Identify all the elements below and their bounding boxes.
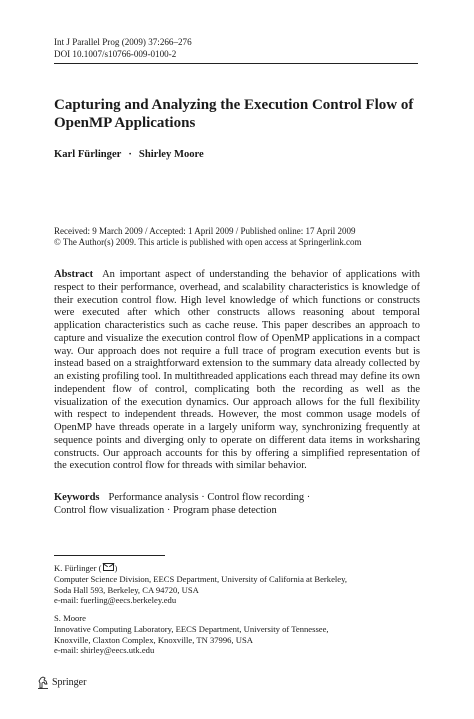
header-rule [54,63,418,64]
footnote-rule [54,555,165,556]
publisher-logo [37,676,86,689]
affiliation-moore [54,613,424,656]
journal-citation: Int J Parallel Prog (2009) 37:266–276 [54,37,192,47]
affiliation-address-1: Computer Science Division, EECS Department, University of California at Berkeley, [54,573,347,584]
affiliation-name-line [54,563,424,574]
author-name: Karl Fürlinger [54,149,122,160]
affiliation-name-close: ) [114,563,118,573]
abstract-text: An important aspect of understanding the behavior of applications with respect to their performance, overhead, and scalability characteristics is knowledge of their execution control flow. High level knowledge of which functions or constructs were executed after which other constructs allows reasoning about temporal application characteristics such as cache reuse. This paper describes an approach to capture and visualize the execution control flow of OpenMP applications in a compact way. Our approach does not require a full trace of program execution events but is instead based on a straightforward extension to the summary data already collected by an existing profiling tool. In multithreaded applications each thread may define its own independent flow of control, complicating both the recording as well as the visualization of the execution dynamics. Our approach allows for the full flexibility with respect to independent threads. However, the most common usage models of OpenMP have threads operate in a largely uniform way, synchronizing frequently at sequence points and diverging only to operate on different data items in worksharing constructs. Our approach accounts for this by offering a simplified representation of the execution control flow for threads with similar behavior. [54,269,420,472]
affiliation-email: e-mail: fuerling@eecs.berkeley.edu [54,595,177,606]
publisher-name: Springer [52,677,87,688]
affiliation-furlinger [54,563,424,606]
keywords [54,491,424,517]
affiliation-address-2: Soda Hall 593, Berkeley, CA 94720, USA [54,584,199,595]
article-history [54,226,434,248]
author-name: Shirley Moore [138,149,204,160]
affiliation-email: e-mail: shirley@eecs.utk.edu [54,645,155,656]
keywords-label: Keywords [54,492,100,503]
doi: DOI 10.1007/s10766-009-0100-2 [54,48,177,59]
envelope-icon [103,563,114,571]
author-separator: · [128,149,132,160]
affiliation-name: S. Moore [54,613,86,623]
affiliation-address-2: Knoxville, Claxton Complex, Knoxville, TN 37996, USA [54,634,253,645]
abstract [54,269,420,473]
author-list [54,148,204,161]
keywords-line-1: Performance analysis · Control flow recording · [108,492,311,503]
article-title: Capturing and Analyzing the Execution Control Flow of OpenMP Applications [54,97,414,131]
affiliation-address-1: Innovative Computing Laboratory, EECS Department, University of Tennessee, [54,623,329,634]
journal-header [54,37,418,60]
affiliation-name: K. Fürlinger ( [54,563,102,573]
abstract-label: Abstract [54,269,94,280]
keywords-line-2: Control flow visualization · Program phase detection [54,505,277,517]
copyright-notice: © The Author(s) 2009. This article is published with open access at Springerlink.com [54,237,362,247]
springer-horse-icon [37,676,49,689]
received-dates: Received: 9 March 2009 / Accepted: 1 April 2009 / Published online: 17 April 2009 [54,226,356,236]
